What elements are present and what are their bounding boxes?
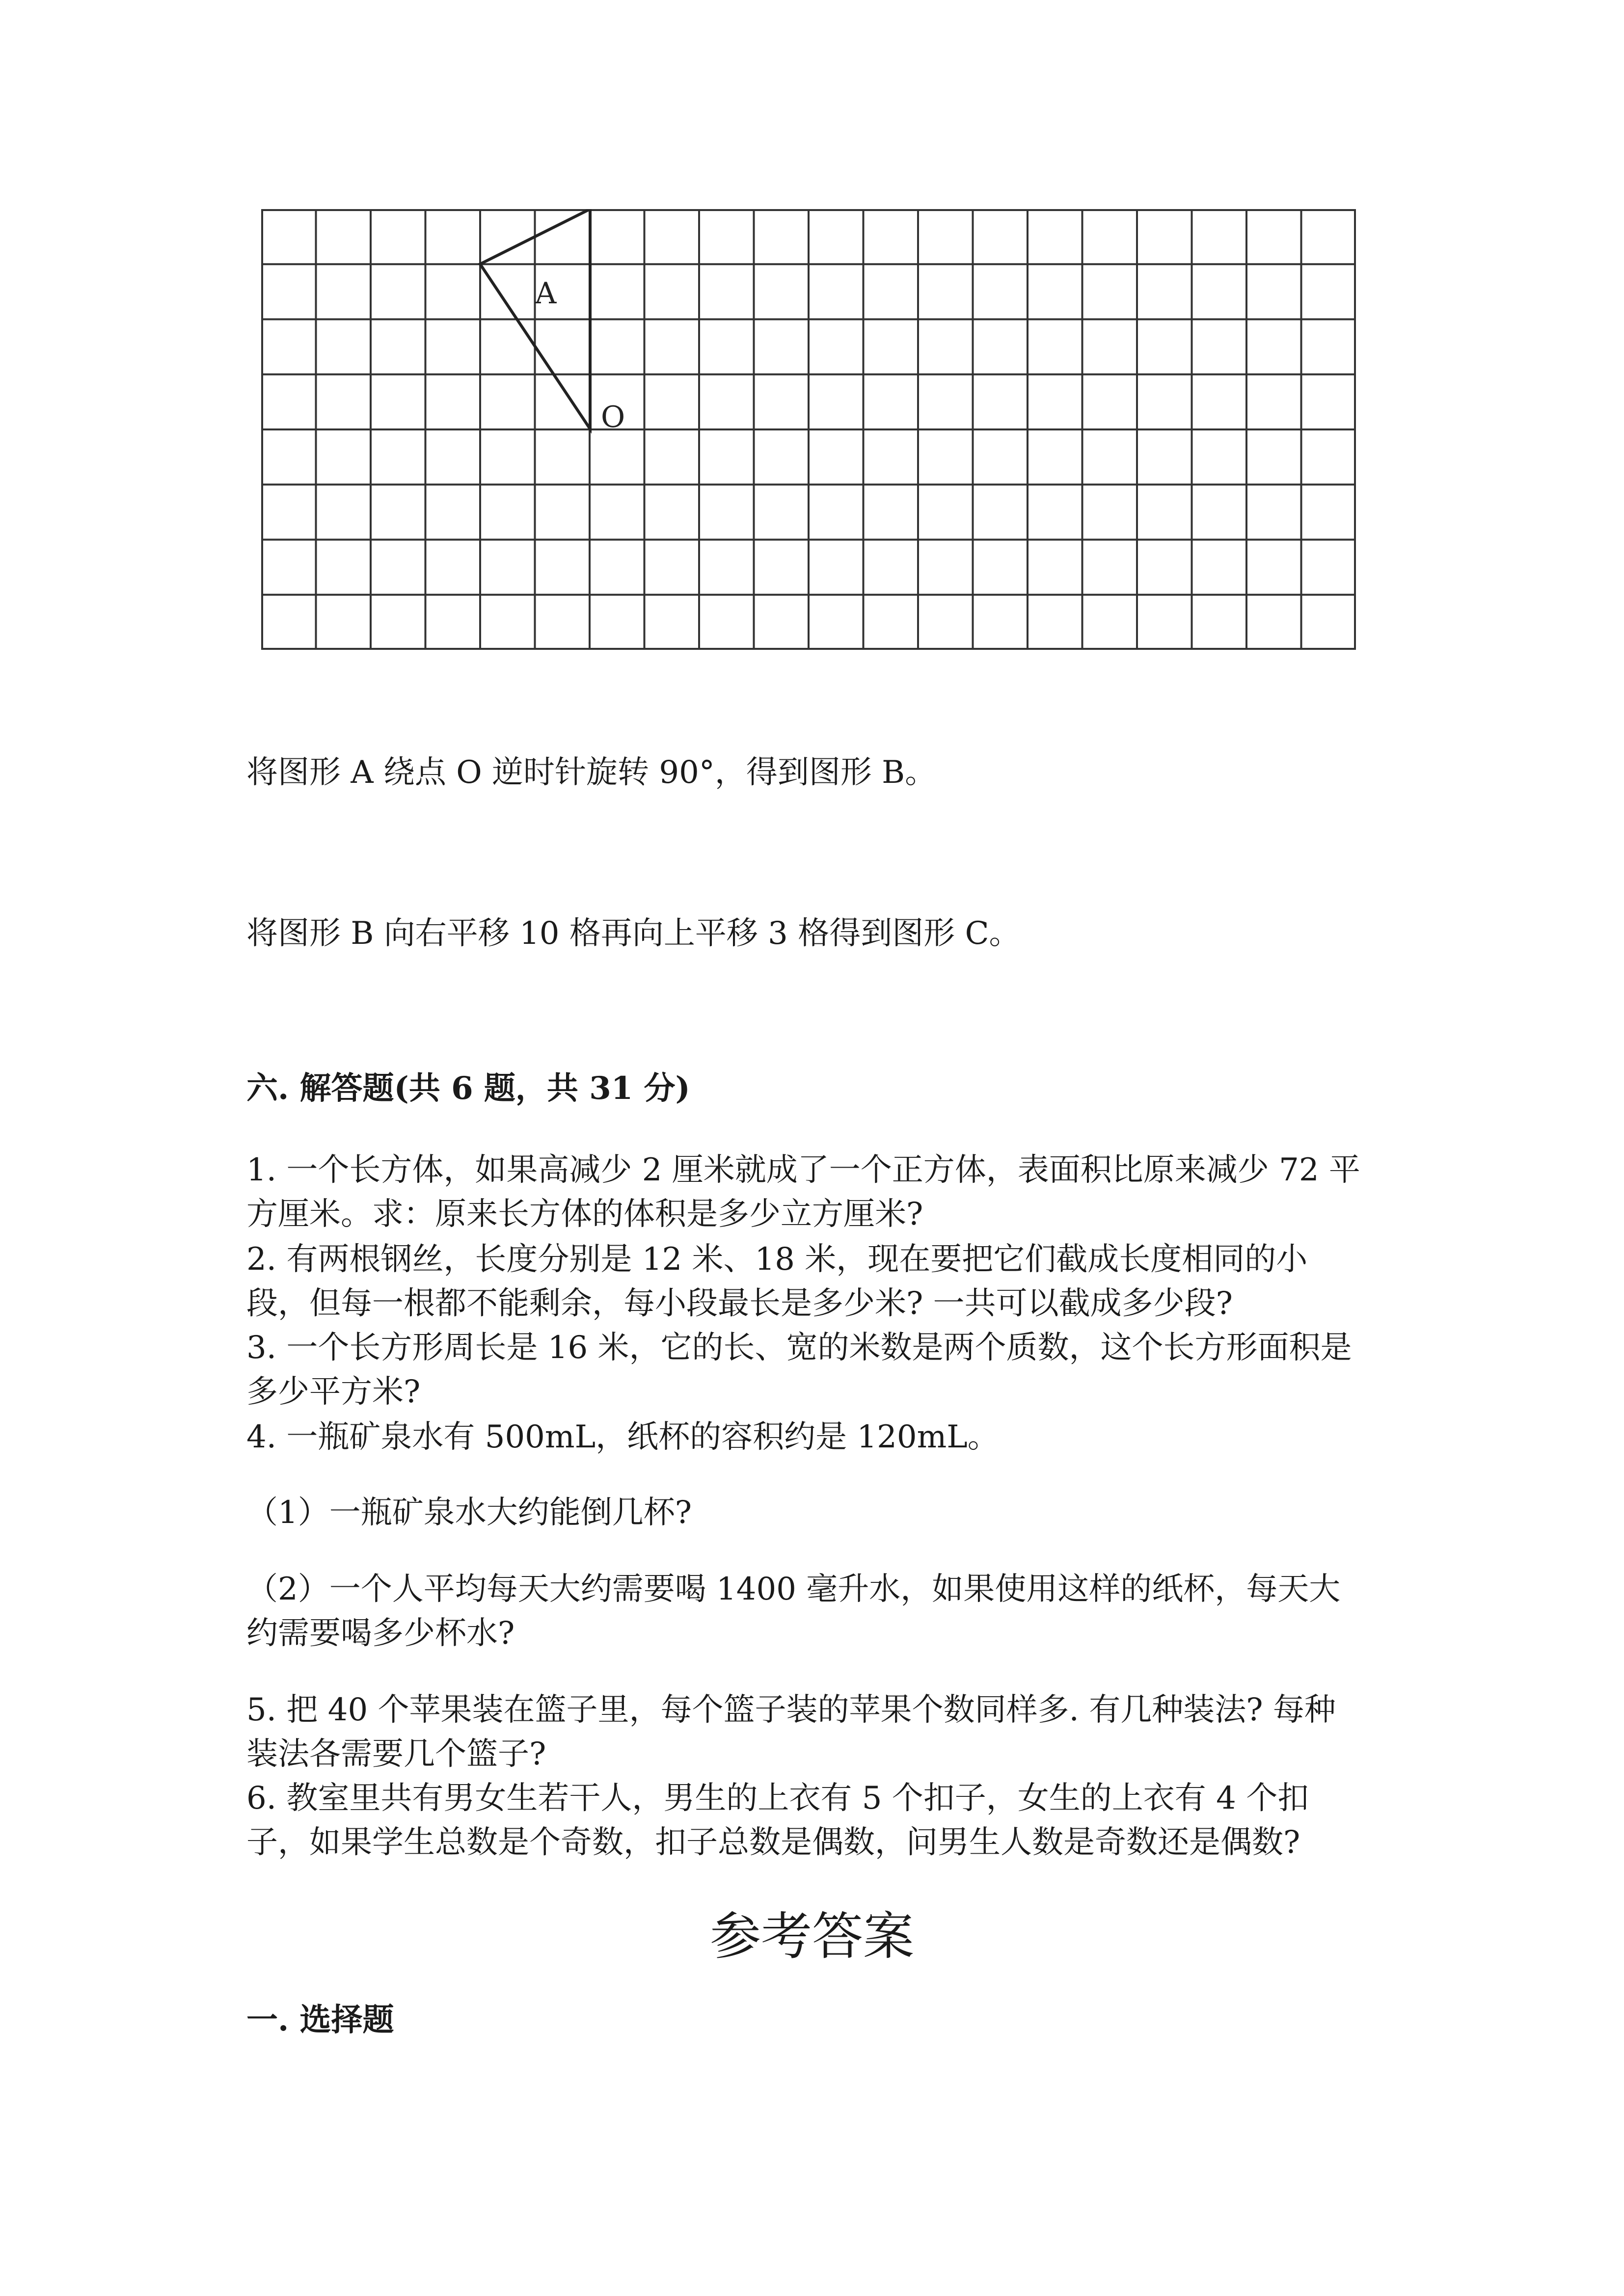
grid-lines [261, 209, 1356, 650]
question-line: 子，如果学生总数是个奇数，扣子总数是偶数，问男生人数是奇数还是偶数? [246, 1824, 1300, 1861]
answers-section1-heading: 一. 选择题 [246, 2002, 394, 2038]
question-line: （1）一瓶矿泉水大约能倒几杯? [246, 1495, 692, 1531]
question-line: 4. 一瓶矿泉水有 500mL，纸杯的容积约是 120mL。 [246, 1419, 999, 1455]
answers-title: 参考答案 [709, 1906, 914, 1966]
question-line: 多少平方米? [246, 1374, 421, 1410]
question-line: 1. 一个长方体，如果高减少 2 厘米就成了一个正方体，表面积比原来减少 72 平 [246, 1152, 1360, 1188]
question-line: 3. 一个长方形周长是 16 米，它的长、宽的米数是两个质数，这个长方形面积是 [246, 1330, 1352, 1366]
question-line: 6. 教室里共有男女生若干人，男生的上衣有 5 个扣子，女生的上衣有 4 个扣 [246, 1780, 1309, 1816]
instruction-translate: 将图形 B 向右平移 10 格再向上平移 3 格得到图形 C。 [246, 915, 1021, 952]
question-line: （2）一个人平均每天大约需要喝 1400 毫升水，如果使用这样的纸杯，每天大 [246, 1571, 1341, 1607]
question-line: 约需要喝多少杯水? [246, 1615, 515, 1652]
instruction-rotate: 将图形 A 绕点 O 逆时针旋转 90°，得到图形 B。 [246, 754, 937, 791]
section6-heading: 六. 解答题(共 6 题，共 31 分) [246, 1070, 690, 1107]
question-line: 5. 把 40 个苹果装在篮子里，每个篮子装的苹果个数同样多. 有几种装法? 每种 [246, 1692, 1336, 1728]
question-line: 方厘米。求：原来长方体的体积是多少立方厘米? [246, 1196, 923, 1232]
grid-figure [261, 209, 1356, 650]
question-line: 2. 有两根钢丝，长度分别是 12 米、18 米，现在要把它们截成长度相同的小 [246, 1241, 1308, 1278]
label-a: A [535, 276, 557, 311]
label-o: O [601, 400, 625, 434]
question-line: 段，但每一根都不能剩余，每小段最长是多少米? 一共可以截成多少段? [246, 1285, 1233, 1322]
question-line: 装法各需要几个篮子? [246, 1736, 546, 1772]
